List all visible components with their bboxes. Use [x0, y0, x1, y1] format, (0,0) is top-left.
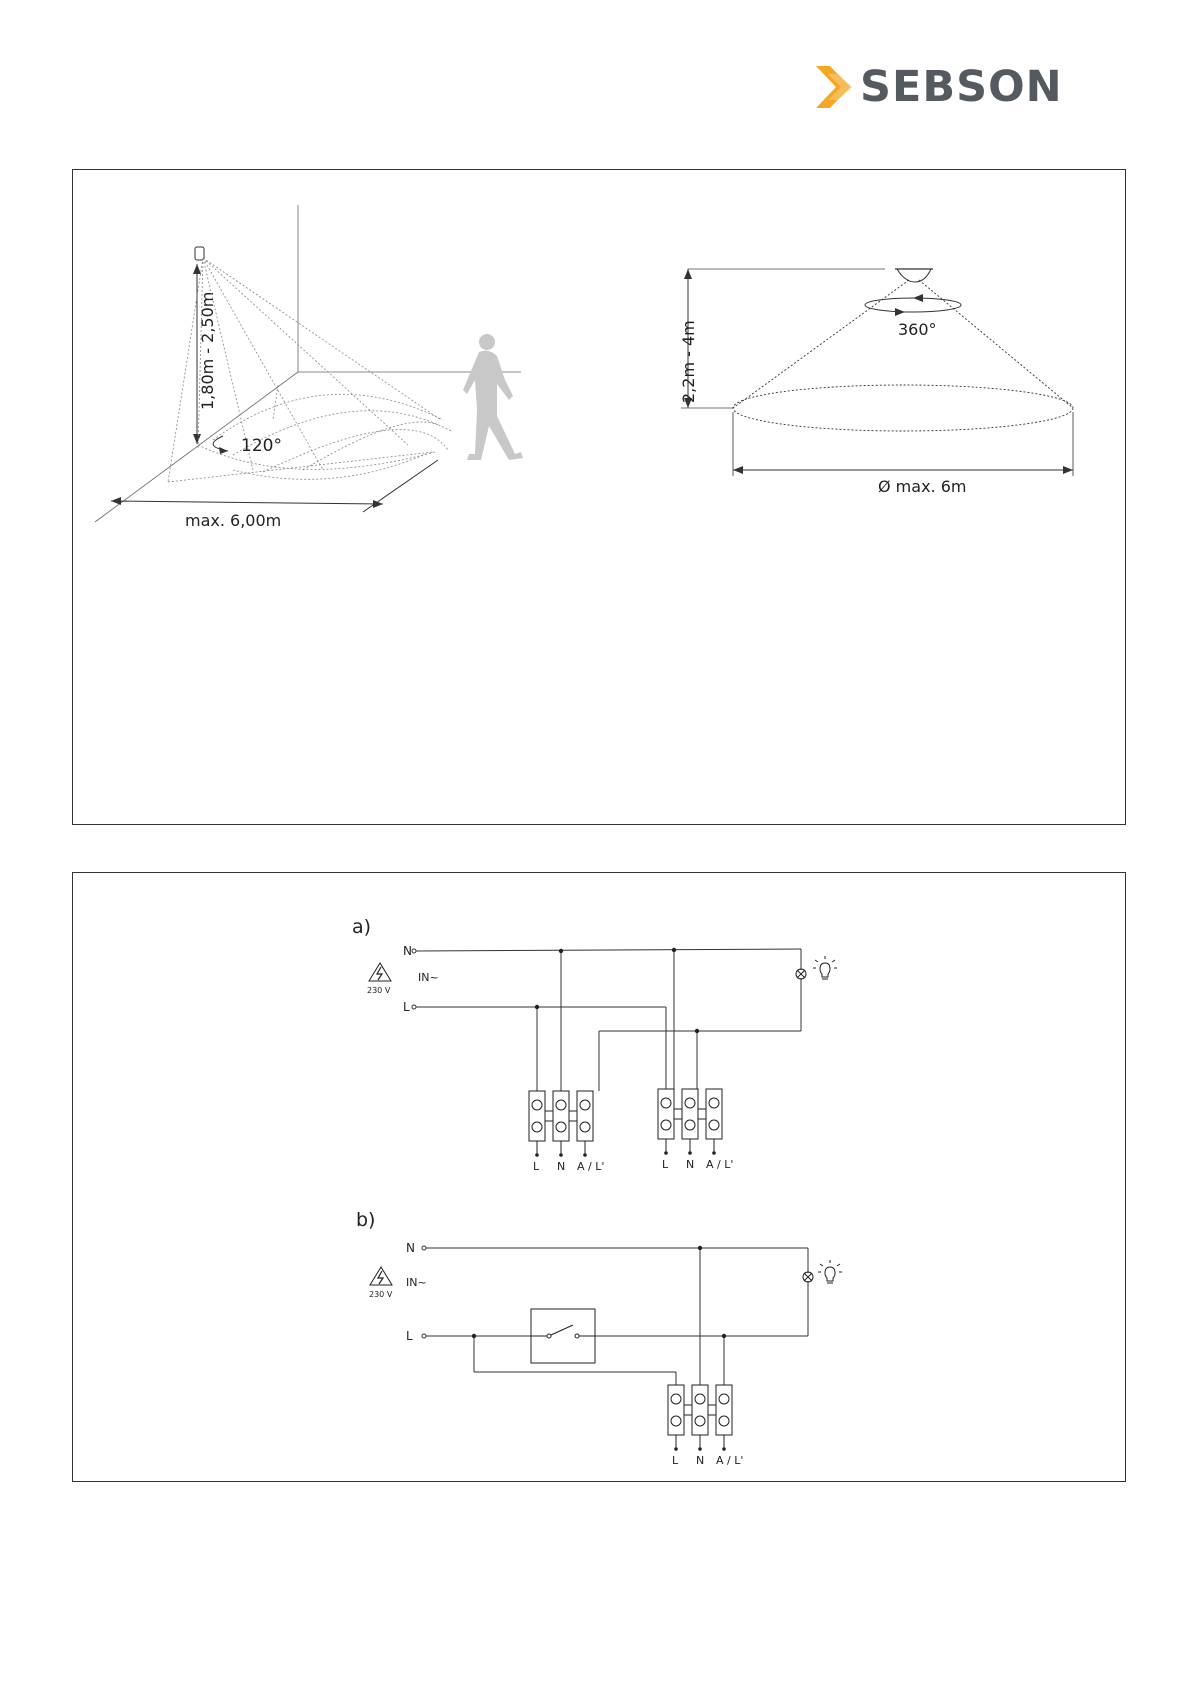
detection-range-panel: [72, 169, 1126, 825]
wall-angle-label: 120°: [241, 436, 282, 456]
terminal-label: A / L': [716, 1454, 744, 1467]
lightbulb-icon: [818, 1260, 842, 1283]
lamp-symbol-icon: [796, 969, 806, 979]
wiring-diagram-b: [356, 1209, 842, 1467]
terminal-block-b: [668, 1385, 743, 1467]
ceiling-diameter-label: Ø max. 6m: [878, 477, 967, 496]
terminal-block-a1: [529, 1091, 604, 1173]
b-live-label: L: [406, 1329, 413, 1343]
detection-diagram: [73, 170, 1125, 824]
b-voltage-label: 230 V: [369, 1290, 393, 1299]
b-input-label: IN~: [406, 1276, 427, 1289]
a-voltage-label: 230 V: [367, 986, 391, 995]
switch-icon: [531, 1309, 595, 1363]
ceiling-angle-label: 360°: [898, 320, 937, 339]
wiring-diagram: [73, 873, 1125, 1481]
wiring-diagram-panel: [72, 872, 1126, 1482]
person-walking-icon: [463, 334, 523, 460]
terminal-label: L: [533, 1160, 540, 1173]
diagram-b-label: b): [356, 1209, 376, 1231]
lamp-symbol-icon: [803, 1272, 813, 1282]
a-input-label: IN~: [418, 971, 439, 984]
wall-sensor-diagram: [95, 205, 523, 530]
terminal-label: A / L': [706, 1158, 734, 1171]
brand-logo: [812, 62, 1062, 112]
b-neutral-label: N: [406, 1241, 415, 1255]
terminal-label: L: [672, 1454, 679, 1467]
high-voltage-icon: [370, 1267, 392, 1285]
terminal-label: L: [662, 1158, 669, 1171]
ceiling-sensor-diagram: [679, 269, 1073, 496]
chevron-logo-icon: [812, 62, 860, 112]
ceiling-height-label: 2,2m - 4m: [679, 320, 698, 403]
ceiling-sensor-icon: [897, 269, 931, 282]
terminal-label: A / L': [577, 1160, 605, 1173]
wall-height-label: 1,80m - 2,50m: [198, 291, 217, 410]
wall-range-label: max. 6,00m: [185, 511, 282, 530]
brand-name: SEBSON: [860, 62, 1063, 112]
diagram-a-label: a): [352, 916, 372, 938]
terminal-block-a2: [658, 1089, 733, 1171]
a-neutral-label: N: [403, 944, 412, 958]
terminal-label: N: [696, 1454, 705, 1467]
terminal-label: N: [686, 1158, 695, 1171]
high-voltage-icon: [369, 963, 391, 981]
terminal-label: N: [557, 1160, 566, 1173]
lightbulb-icon: [813, 956, 837, 979]
wiring-diagram-a: [352, 916, 837, 1173]
a-live-label: L: [403, 1000, 410, 1014]
